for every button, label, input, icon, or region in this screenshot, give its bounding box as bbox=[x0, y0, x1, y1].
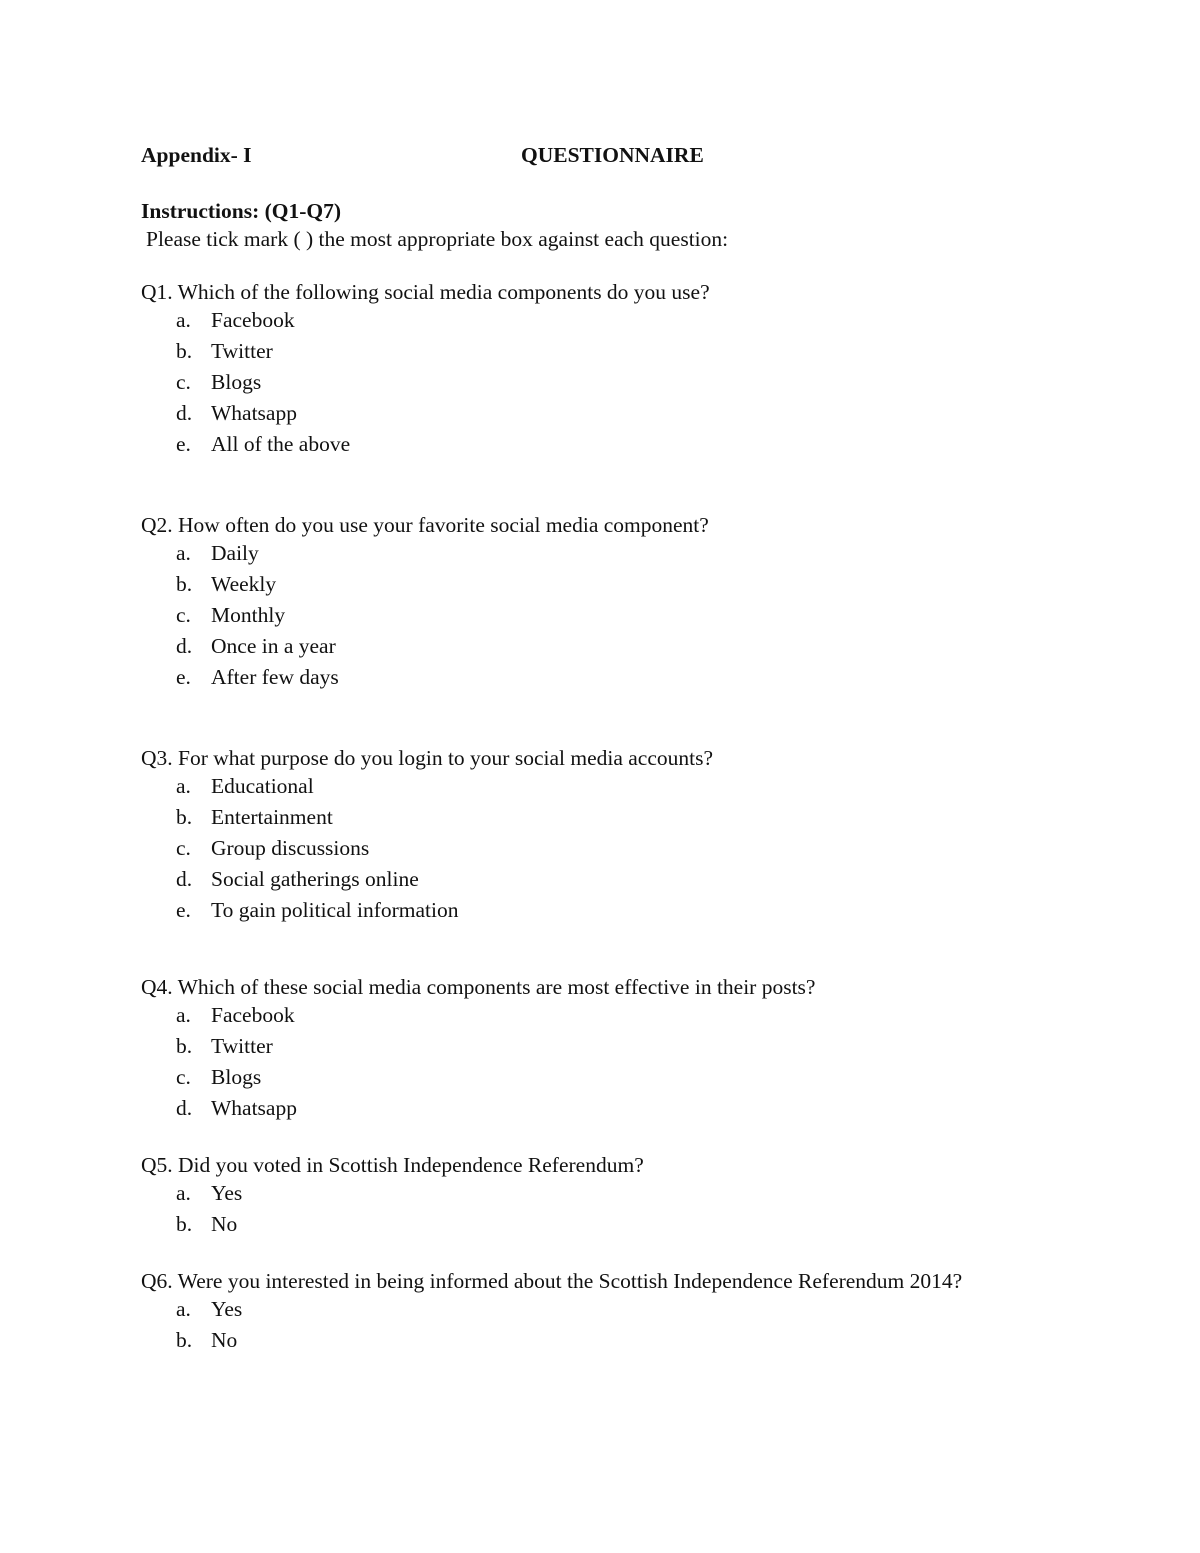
option-letter: e. bbox=[176, 665, 191, 689]
option-letter: a. bbox=[176, 541, 191, 565]
option-label: Entertainment bbox=[211, 805, 333, 829]
option-label: Weekly bbox=[211, 572, 277, 596]
option-item[interactable] bbox=[141, 337, 710, 368]
option-letter: b. bbox=[176, 1328, 193, 1352]
option-item[interactable] bbox=[141, 663, 709, 694]
option-label: To gain political information bbox=[211, 898, 459, 922]
instructions-text: Please tick mark ( ) the most appropriate box against each question: bbox=[146, 227, 729, 251]
option-item[interactable] bbox=[141, 1094, 815, 1125]
question-6 bbox=[141, 1267, 962, 1357]
option-letter: a. bbox=[176, 1181, 191, 1205]
option-list bbox=[141, 539, 709, 694]
option-label: Facebook bbox=[211, 1003, 295, 1027]
option-letter: d. bbox=[176, 867, 193, 891]
option-label: No bbox=[211, 1328, 238, 1352]
question-text: Q6. Were you interested in being informed about the Scottish Independence Referendum 2014? bbox=[141, 1269, 963, 1293]
question-5 bbox=[141, 1151, 644, 1241]
question-4 bbox=[141, 973, 815, 1125]
option-label: Blogs bbox=[211, 370, 262, 394]
option-list bbox=[141, 1295, 962, 1357]
question-text: Q1. Which of the following social media components do you use? bbox=[141, 280, 710, 304]
option-item[interactable] bbox=[141, 1326, 962, 1357]
option-item[interactable] bbox=[141, 896, 713, 927]
question-text: Q5. Did you voted in Scottish Independence Referendum? bbox=[141, 1153, 644, 1177]
option-item[interactable] bbox=[141, 539, 709, 570]
option-label: All of the above bbox=[211, 432, 351, 456]
option-item[interactable] bbox=[141, 1063, 815, 1094]
option-label: Group discussions bbox=[211, 836, 370, 860]
option-label: Twitter bbox=[211, 1034, 273, 1058]
option-item[interactable] bbox=[141, 1179, 644, 1210]
option-label: Whatsapp bbox=[211, 1096, 297, 1120]
option-label: No bbox=[211, 1212, 238, 1236]
question-text: Q3. For what purpose do you login to your social media accounts? bbox=[141, 746, 714, 770]
option-label: Yes bbox=[211, 1181, 243, 1205]
option-item[interactable] bbox=[141, 772, 713, 803]
option-label: After few days bbox=[211, 665, 339, 689]
option-letter: c. bbox=[176, 603, 191, 627]
option-item[interactable] bbox=[141, 306, 710, 337]
option-label: Blogs bbox=[211, 1065, 262, 1089]
option-letter: c. bbox=[176, 1065, 191, 1089]
option-item[interactable] bbox=[141, 1032, 815, 1063]
option-letter: a. bbox=[176, 774, 191, 798]
option-label: Whatsapp bbox=[211, 401, 297, 425]
option-label: Facebook bbox=[211, 308, 295, 332]
option-item[interactable] bbox=[141, 601, 709, 632]
option-letter: e. bbox=[176, 898, 191, 922]
option-item[interactable] bbox=[141, 1001, 815, 1032]
option-list bbox=[141, 1179, 644, 1241]
option-letter: b. bbox=[176, 1034, 193, 1058]
question-3 bbox=[141, 744, 713, 927]
option-letter: a. bbox=[176, 1297, 191, 1321]
option-label: Educational bbox=[211, 774, 314, 798]
option-letter: b. bbox=[176, 1212, 193, 1236]
option-item[interactable] bbox=[141, 632, 709, 663]
option-label: Twitter bbox=[211, 339, 273, 363]
option-item[interactable] bbox=[141, 1295, 962, 1326]
option-label: Monthly bbox=[211, 603, 286, 627]
option-label: Daily bbox=[211, 541, 259, 565]
option-item[interactable] bbox=[141, 803, 713, 834]
instructions-title: Instructions: (Q1-Q7) bbox=[141, 199, 342, 223]
option-letter: b. bbox=[176, 572, 193, 596]
option-letter: d. bbox=[176, 634, 193, 658]
option-letter: d. bbox=[176, 1096, 193, 1120]
option-item[interactable] bbox=[141, 1210, 644, 1241]
question-text: Q4. Which of these social media components are most effective in their posts? bbox=[141, 975, 816, 999]
option-label: Social gatherings online bbox=[211, 867, 419, 891]
instructions-block bbox=[141, 197, 728, 253]
option-letter: c. bbox=[176, 370, 191, 394]
option-item[interactable] bbox=[141, 834, 713, 865]
option-item[interactable] bbox=[141, 865, 713, 896]
question-2 bbox=[141, 511, 709, 694]
option-letter: a. bbox=[176, 1003, 191, 1027]
option-letter: b. bbox=[176, 339, 193, 363]
question-1 bbox=[141, 278, 710, 461]
option-item[interactable] bbox=[141, 399, 710, 430]
option-letter: a. bbox=[176, 308, 191, 332]
page-header bbox=[141, 143, 1041, 171]
option-letter: d. bbox=[176, 401, 193, 425]
option-letter: b. bbox=[176, 805, 193, 829]
appendix-label: Appendix- I bbox=[141, 143, 252, 167]
option-label: Once in a year bbox=[211, 634, 336, 658]
option-label: Yes bbox=[211, 1297, 243, 1321]
option-item[interactable] bbox=[141, 570, 709, 601]
page-title: QUESTIONNAIRE bbox=[521, 143, 704, 167]
option-list bbox=[141, 1001, 815, 1125]
option-letter: e. bbox=[176, 432, 191, 456]
option-list bbox=[141, 772, 713, 927]
question-text: Q2. How often do you use your favorite social media component? bbox=[141, 513, 709, 537]
option-list bbox=[141, 306, 710, 461]
option-item[interactable] bbox=[141, 368, 710, 399]
option-item[interactable] bbox=[141, 430, 710, 461]
option-letter: c. bbox=[176, 836, 191, 860]
